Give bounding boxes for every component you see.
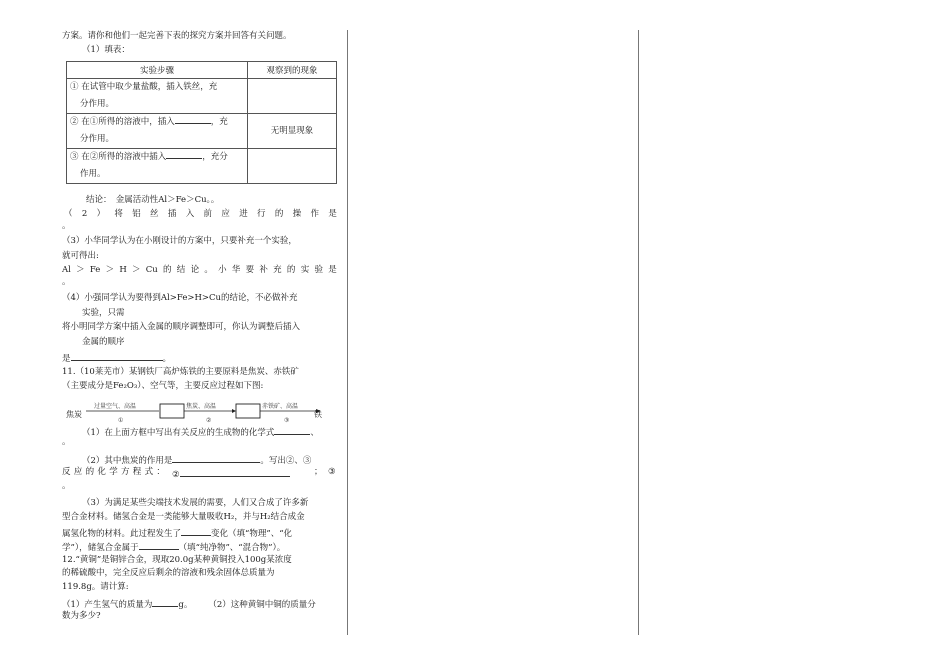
question-2-line: （ 2 ） 将 铝 丝 插 入 前 应 进 行 的 操 作 是: [64, 209, 337, 219]
question-3-line3: Al ＞ Fe ＞ H ＞ Cu 的 结 论 。 小 华 要 补 充 的 实 验 是: [62, 265, 337, 275]
equation-2-blank[interactable]: [180, 467, 290, 477]
flow-step-1: ①: [118, 417, 124, 424]
observation-1[interactable]: [248, 79, 337, 114]
question-12-line3: 119.8g。请计算:: [62, 582, 129, 592]
q11-part3-line2: 型合金材料。储氢合金是一类能够大量吸收H₂，并与H₂结合成金: [62, 512, 305, 522]
table-header-step: 实验步骤: [67, 62, 248, 79]
flow-end-iron: 铁: [314, 410, 322, 419]
step-3-line2: 作用。: [80, 169, 106, 179]
q11-separator: ；: [314, 467, 323, 477]
observation-2: 无明显现象: [248, 114, 337, 149]
table-header-observation: 观察到的现象: [248, 62, 337, 79]
question-12-line5: 数为多少?: [62, 611, 101, 621]
question-3-line2: 就可得出:: [62, 251, 99, 261]
flow-step-3: ③: [284, 417, 290, 424]
step-3-line1: ③ 在②所得的溶液中插入: [70, 152, 167, 162]
step-2-blank[interactable]: [175, 114, 211, 124]
flow-arrow3-label: 赤铁矿、高温: [262, 403, 299, 410]
conclusion: 结论： 金属活动性Al＞Fe＞Cu。。: [86, 195, 220, 205]
hydrogen-mass-blank[interactable]: [152, 597, 178, 607]
q11-part2-line1: （2）其中焦炭的作用是 。写出②、③: [82, 453, 311, 467]
question-3-line1: （3）小华同学认为在小刚设计的方案中，只要补充一个实验，: [62, 236, 297, 246]
question-4-line1: （4）小强同学认为要得到Al>Fe>H>Cu的结论，不必做补充: [62, 293, 298, 303]
step-1-line2: 分作用。: [80, 99, 115, 109]
step-1-line1: ① 在试管中取少量盐酸，插入铁丝，充: [70, 82, 218, 92]
experiment-table: [66, 61, 337, 184]
q11-part1-line2: 。: [62, 437, 71, 447]
step-2-tail: ，充: [210, 117, 228, 127]
column-divider-left: [347, 30, 348, 635]
question-12-line1: 12.“黄铜”是铜锌合金，现取20.0g某种黄铜投入100g某浓度: [62, 555, 292, 565]
observation-3[interactable]: [248, 149, 337, 184]
question-12-line2: 的稀硫酸中，完全反应后剩余的溶液和残余固体总质量为: [62, 568, 275, 578]
question-2-end: 。: [62, 221, 71, 231]
flow-arrowhead-2: [232, 409, 236, 413]
question-4-line3: 将小明同学方案中插入金属的顺序调整即可，你认为调整后插入: [62, 322, 301, 332]
column-divider-right: [638, 30, 639, 635]
question-11-line1: 11.（10莱芜市）某钢铁厂高炉炼铁的主要原料是焦炭、赤铁矿: [62, 367, 299, 377]
q11-part3-line1: （3）为满足某些尖端技术发展的需要，人们又合成了许多新: [82, 498, 309, 508]
formula-blank-1[interactable]: [274, 425, 310, 435]
q1-label: （1）填表：: [82, 45, 130, 55]
question-4-line4: 金属的顺序: [82, 337, 125, 347]
step-2-line1: ② 在①所得的溶液中，插入: [70, 117, 175, 127]
question-4-line5: 是 。: [62, 351, 171, 365]
step-2-line2: 分作用。: [80, 134, 115, 144]
question-4-line2: 实验，只需: [82, 308, 125, 318]
step-3-blank[interactable]: [166, 149, 202, 159]
q11-part3-line3: 属氢化物的材料。此过程发生了 变化（填“物理”、“化: [62, 526, 292, 540]
table-row: [67, 114, 337, 149]
question-12-line4: （1）产生氢气的质量为 g。 （2）这种黄铜中铜的质量分: [62, 597, 316, 611]
flow-arrow2-label: 焦炭、高温: [186, 403, 217, 410]
blast-furnace-flow-diagram: [66, 400, 334, 424]
step-3-tail: ，充分: [202, 152, 228, 162]
coke-role-blank[interactable]: [172, 453, 260, 463]
table-row: [67, 149, 337, 184]
flow-arrow1-label: 过量空气、高温: [94, 403, 137, 410]
q11-equation-2: ②: [172, 467, 290, 481]
q11-part2-line2: 反 应 的 化 学 方 程 式 ：: [62, 467, 165, 477]
metal-order-blank[interactable]: [71, 351, 163, 361]
flow-box-1[interactable]: [160, 404, 184, 418]
flow-step-2: ②: [206, 417, 212, 424]
intro-line: 方案。请你和他们一起完善下表的探究方案并回答有关问题。: [62, 31, 292, 41]
change-type-blank[interactable]: [181, 526, 211, 536]
flow-start-coke: 焦炭: [66, 410, 82, 419]
substance-type-blank[interactable]: [139, 540, 179, 550]
q11-part2-line3: 。: [62, 481, 71, 491]
table-row: [67, 79, 337, 114]
q11-part1-line1: （1）在上面方框中写出有关反应的生成物的化学式 、: [82, 425, 319, 439]
q11-part3-line4: 学”），储氢合金属于 （填“纯净物”、“混合物”）。: [62, 540, 285, 554]
question-3-end: 。: [62, 277, 71, 287]
flow-box-2[interactable]: [236, 404, 260, 418]
question-11-line2: （主要成分是Fe₂O₃）、空气等，主要反应过程如下图:: [62, 381, 264, 391]
q11-equation-3-label: ③: [328, 467, 336, 477]
